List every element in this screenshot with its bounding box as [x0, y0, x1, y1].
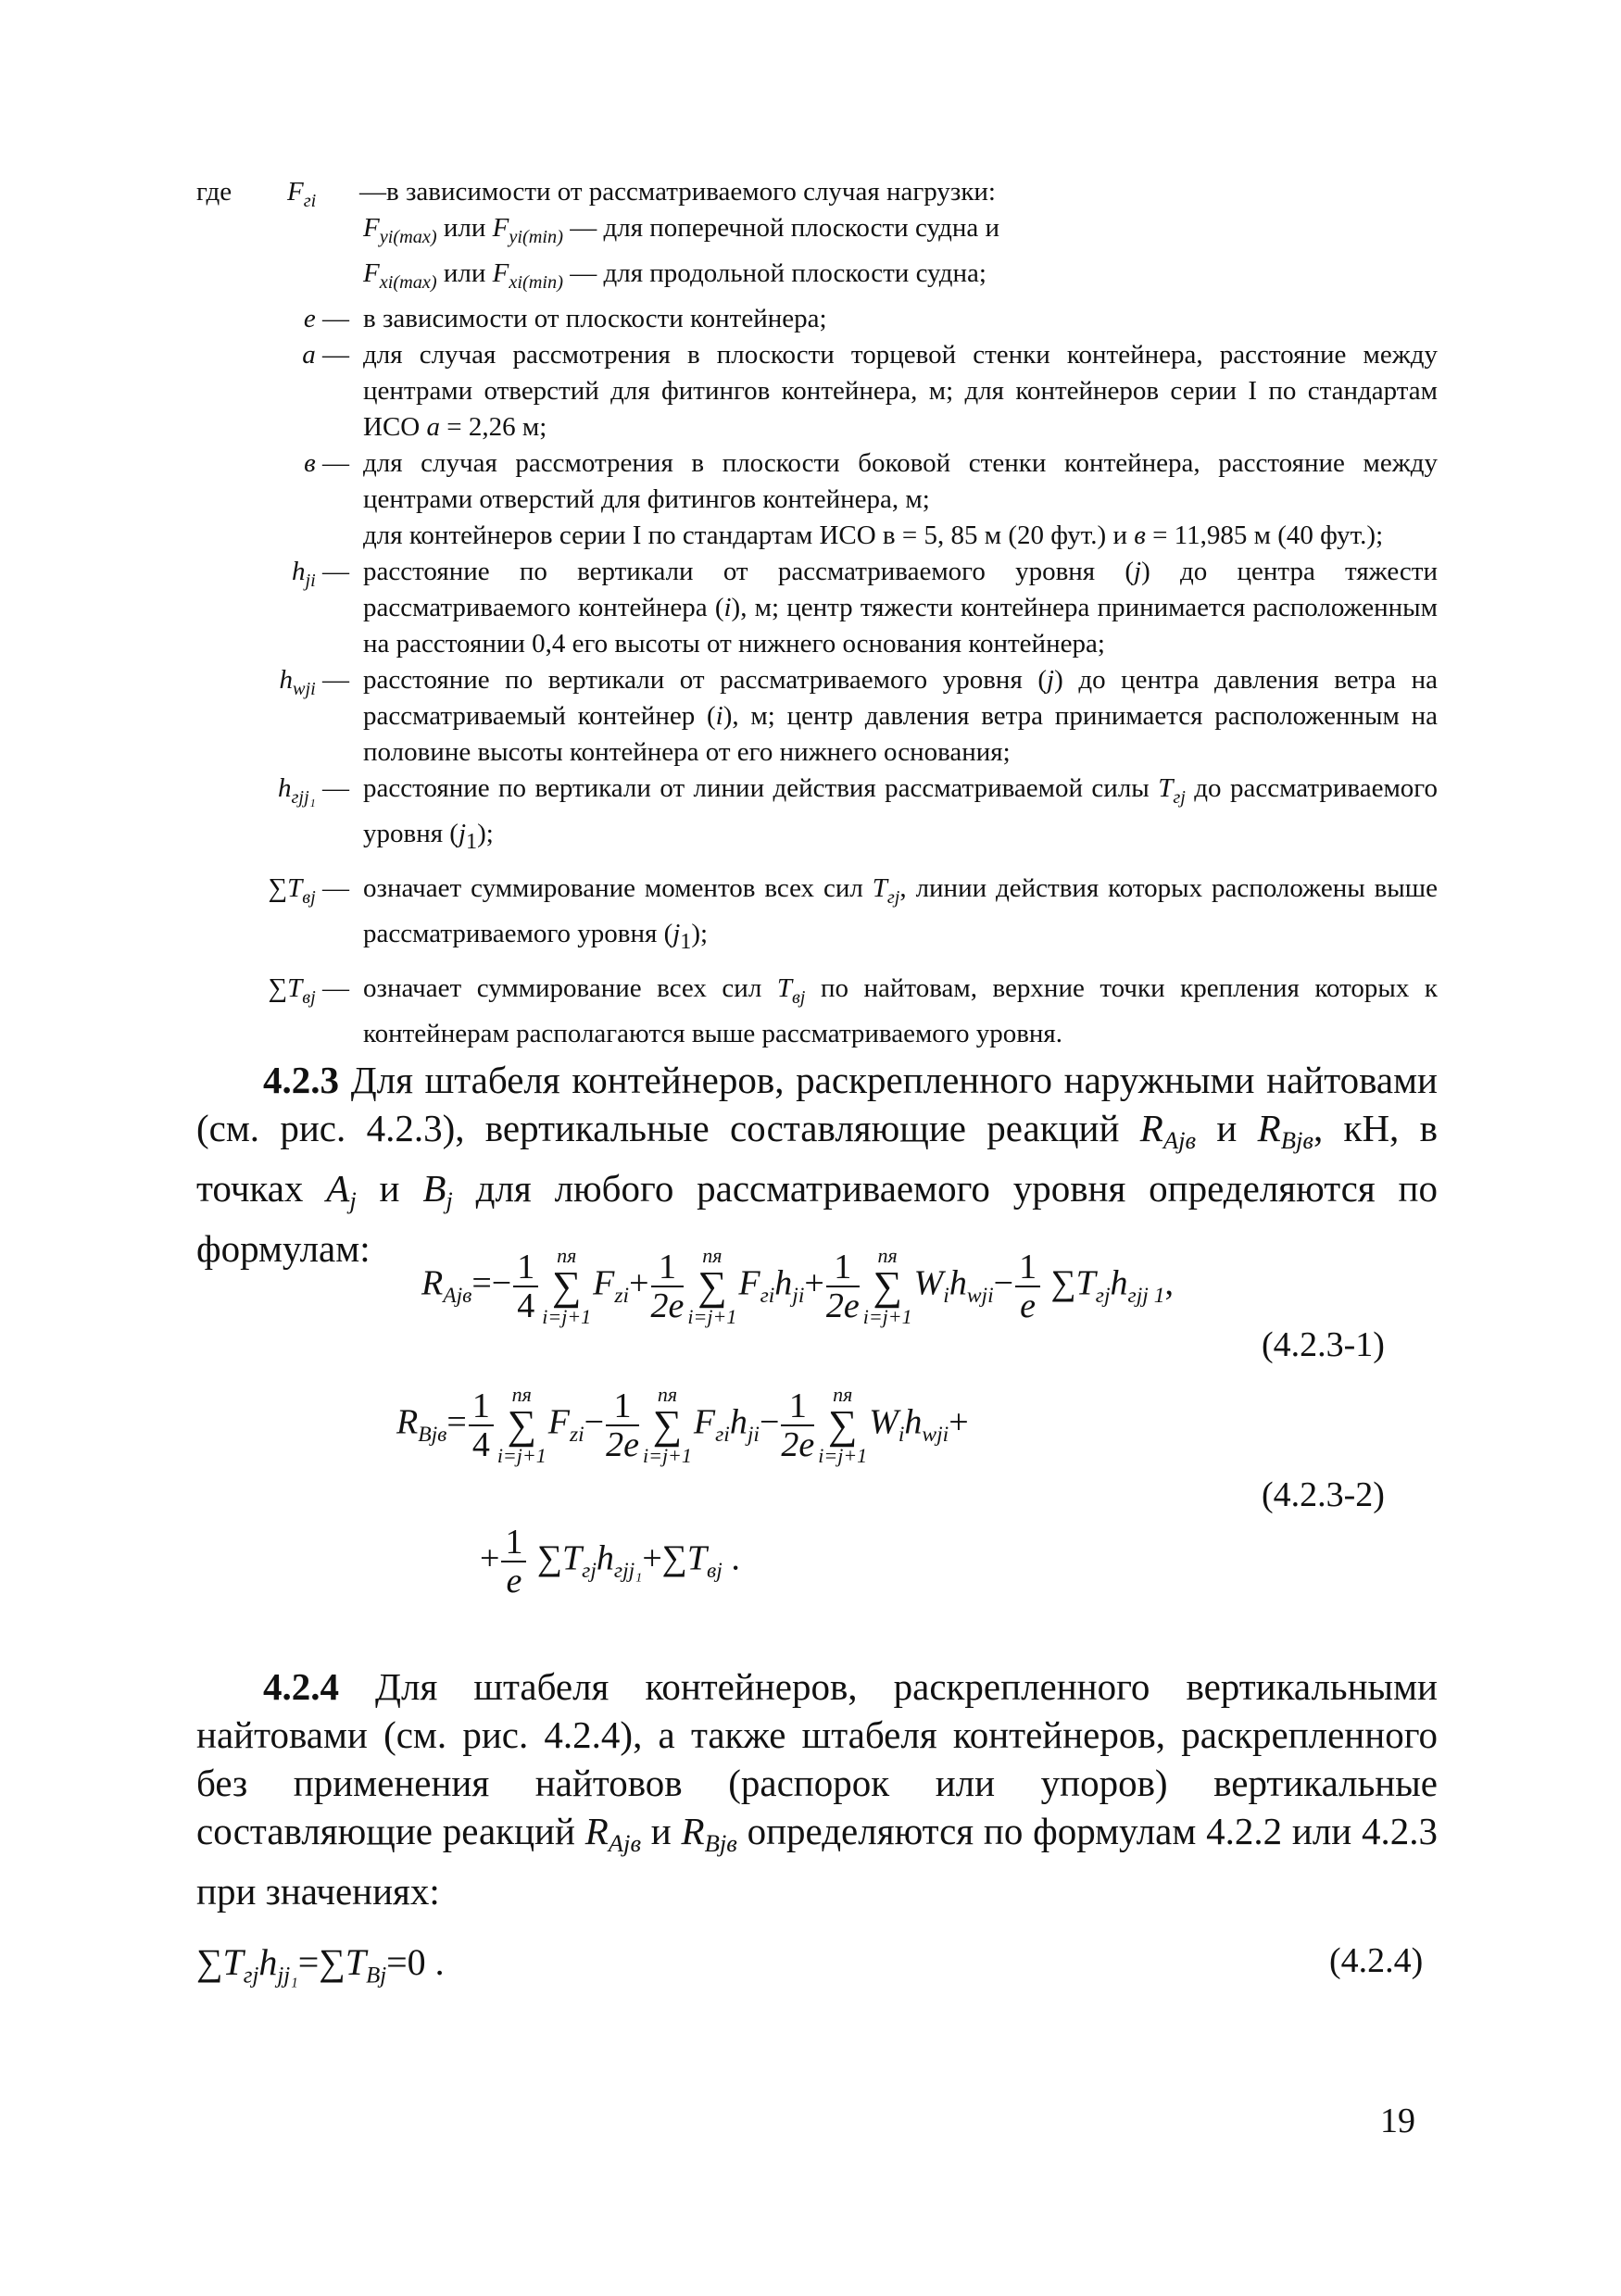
definitions-list [196, 174, 1438, 1052]
definition-symbol: $h_{ji}$ — [291, 557, 349, 592]
definition-item [196, 554, 1438, 662]
definition-symbol: $h_{гjj_1}$ — [278, 773, 349, 809]
definition-item [196, 662, 1438, 771]
definition-text: означает суммирование моментов всех сил $T_{гj}$, линии действия которых расположены выше рассматриваемого уровня $(j_1)$; [363, 873, 1438, 954]
definition-text: расстояние по вертикали от линии действия рассматриваемой силы $T_{гj}$ до рассматриваемого уровня $(j_1)$; [363, 773, 1438, 855]
definition-symbol: $h_{wji}$ — [279, 665, 349, 700]
definition-text: для случая рассмотрения в плоскости торцевой стенки контейнера, расстояние между центрами отверстий для фитингов контейнера, м; для контейнеров серии I по стандартам ИСО a = 2,26 м; [363, 340, 1438, 443]
definition-line: для контейнеров серии I по стандартам ИСО в = 5, 85 м (20 фут.) и в = 11,985 м (40 фут.); [363, 521, 1384, 551]
definition-symbol: $\sum T_{вj}$ — [268, 873, 349, 909]
definition-text [363, 445, 1438, 554]
definition-item [196, 771, 1438, 859]
definition-item [196, 971, 1438, 1052]
formula-4-2-4: $\sum T_{гj}h_{jj_1}=\sum T_{Bj}=0$ . [196, 1941, 445, 1989]
definition-line: $F_{xi(max)}$ или $F_{xi(min)}$ — для продольной плоскости судна; [363, 258, 986, 294]
definition-text: в зависимости от плоскости контейнера; [363, 304, 827, 334]
paragraph-4-2-4: 4.2.4 Для штабеля контейнеров, раскрепленного вертикальными найтовами (см. рис. 4.2.4), а также штабеля контейнеров, раскрепленного без применения найтовов (распорок или упоров) вертикальные составляющие реакций $R_{Ajв}$ и $R_{Bjв}$ определяются по формулам 4.2.2 или 4.2.3 при значениях: [196, 1665, 1438, 1913]
section-number: 4.2.4 [263, 1665, 339, 1708]
formula-4-2-3-2: $R_{Bjв}=$ $\frac{1}{4}$ nя ∑ i=j+1 $F_{zi}-$ $\frac{1}{2e}$ nя ∑ i=j+1 $F_{гi}h_{ji}-$ $\frac{1}{2e}$ nя ∑ i=j+1 $W_ih_{wji}+$ [396, 1383, 969, 1467]
where-label: где [196, 177, 232, 207]
formula-4-2-3-1: $R_{Ajв}=-$ $\frac{1}{4}$ nя ∑ i=j+1 $F_{zi}+$ $\frac{1}{2e}$ nя ∑ i=j+1 $F_{гi}h_{ji}+$ $\frac{1}{2e}$ nя ∑ i=j+1 $W_ih_{wji}-$ $\frac{1}{e}$ $\sum T_{гj}h_{гjj 1}$, [421, 1244, 1174, 1328]
equation-number: (4.2.3-2) [1262, 1475, 1385, 1514]
definition-item [196, 174, 1438, 210]
definition-item [196, 445, 1438, 554]
definition-item [196, 210, 1438, 301]
definition-text: —в зависимости от рассматриваемого случая нагрузки: [359, 177, 996, 207]
equation-number: (4.2.3-1) [1262, 1325, 1385, 1364]
definition-symbol: $F_{гi}$ [287, 177, 317, 212]
definition-text: расстояние по вертикали от рассматриваемого уровня (j) до центра давления ветра на рассматриваемый контейнер (i), м; центр давления ветра принимается расположенным на половине высоты контейнера от его нижнего основания; [363, 665, 1438, 768]
definition-item [196, 337, 1438, 445]
definition-line: для случая рассмотрения в плоскости боковой стенки контейнера, расстояние между центрами отверстий для фитингов контейнера, м; [363, 448, 1438, 515]
section-number: 4.2.3 [263, 1059, 339, 1101]
definition-item [196, 301, 1438, 337]
definition-symbol: a — [302, 340, 349, 370]
definition-symbol: $\sum T_{вj}$ — [268, 972, 349, 1009]
definition-text: означает суммирование всех сил $T_{вj}$ по найтовам, верхние точки крепления которых к контейнерам располагаются выше рассматриваемого уровня. [363, 972, 1438, 1049]
formula-4-2-3-2-continued: + $\frac{1}{e}$ $\sum T_{гj}h_{гjj_1}+\sum T_{вj}$ . [480, 1523, 740, 1600]
definition-text: расстояние по вертикали от рассматриваемого уровня (j) до центра тяжести рассматриваемого контейнера (i), м; центр тяжести контейнера принимается расположенным на расстоянии 0,4 его высоты от нижнего основания контейнера; [363, 557, 1438, 659]
definition-symbol: в — [304, 448, 349, 479]
paragraph-4-2-3: 4.2.3 Для штабеля контейнеров, раскрепленного наружными найтовами (см. рис. 4.2.3), вертикальные составляющие реакций $R_{Ajв}$ и $R_{Bjв}$, кН, в точках $A_j$ и $B_j$ для любого рассматриваемого уровня определяются по формулам: [196, 1059, 1438, 1270]
definition-symbol: e — [303, 304, 349, 334]
equation-number: (4.2.4) [1329, 1941, 1424, 1980]
page-number: 19 [1380, 2102, 1415, 2140]
definition-line: $F_{yi(max)}$ или $F_{yi(min)}$ — для поперечной плоскости судна и [363, 213, 1000, 248]
definition-text [363, 210, 1438, 301]
definition-item [196, 871, 1438, 960]
